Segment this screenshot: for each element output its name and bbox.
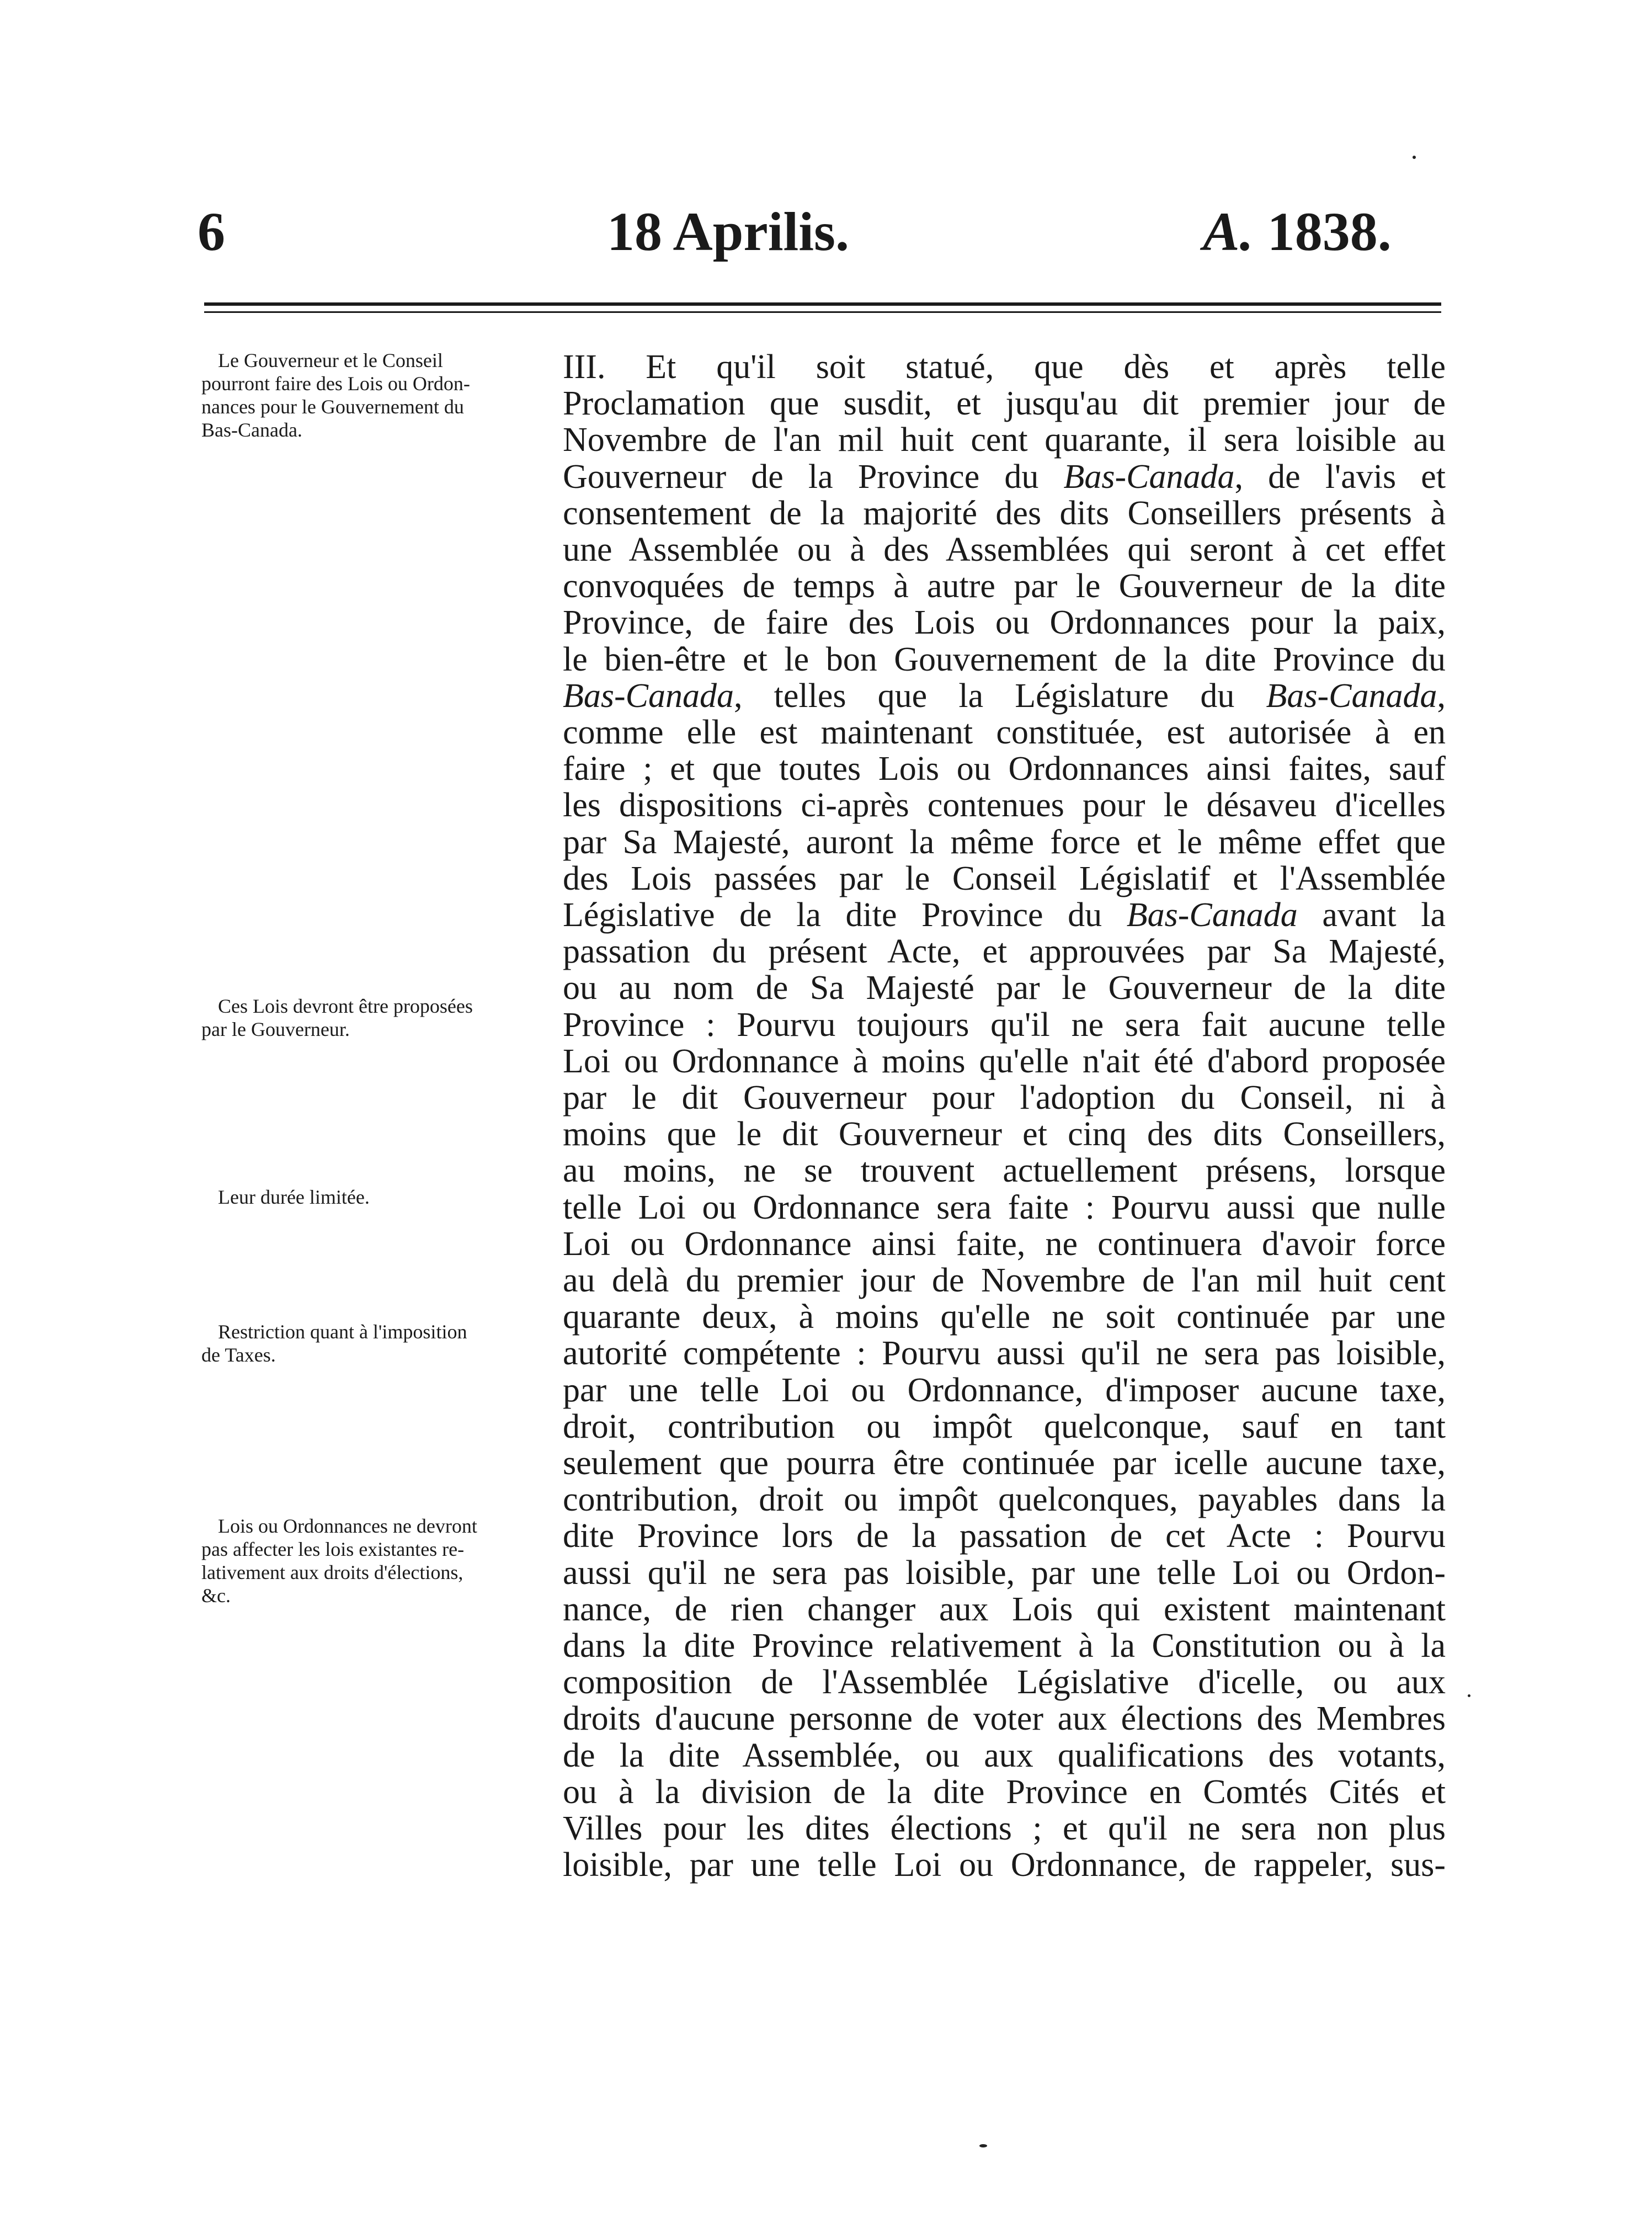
margin-note-line: &c. bbox=[201, 1585, 231, 1607]
body-line: dans la dite Province relativement à la Constitution ou à la bbox=[563, 1627, 1446, 1665]
body-line: Novembre de l'an mil huit cent quarante, il sera loisible au bbox=[563, 421, 1446, 459]
margin-note-duration bbox=[201, 1185, 532, 1209]
body-line: Proclamation que susdit, et jusqu'au dit premier jour de bbox=[563, 385, 1446, 423]
body-line: aussi qu'il ne sera pas loisible, par une telle Loi ou Ordon- bbox=[563, 1554, 1446, 1592]
margin-note-line: Le Gouverneur et le Conseil bbox=[218, 349, 443, 371]
margin-note-line: pourront faire des Lois ou Ordon- bbox=[201, 373, 470, 395]
body-line: droits d'aucune personne de voter aux élections des Membres bbox=[563, 1700, 1446, 1738]
margin-note-line: pas affecter les lois existantes re- bbox=[201, 1538, 465, 1560]
margin-note-governor-council bbox=[201, 349, 532, 442]
body-line: Loi ou Ordonnance à moins qu'elle n'ait été d'abord proposée bbox=[563, 1042, 1446, 1080]
header-rule-thick bbox=[204, 302, 1441, 306]
body-line: comme elle est maintenant constituée, est autorisée à en bbox=[563, 714, 1446, 751]
margin-note-line: nances pour le Gouvernement du bbox=[201, 396, 464, 418]
margin-note-line: Restriction quant à l'imposition bbox=[218, 1321, 467, 1343]
print-speck bbox=[1468, 1694, 1470, 1697]
body-line: dite Province lors de la passation de cet Acte : Pourvu bbox=[563, 1517, 1446, 1555]
page-number: 6 bbox=[198, 201, 225, 262]
body-line: loisible, par une telle Loi ou Ordonnance, de rappeler, sus- bbox=[563, 1846, 1446, 1884]
body-line: ou au nom de Sa Majesté par le Gouverneur de la dite bbox=[563, 969, 1446, 1007]
body-line: droit, contribution ou impôt quelconque, sauf en tant bbox=[563, 1407, 1446, 1445]
body-line: quarante deux, à moins qu'elle ne soit continuée par une bbox=[563, 1298, 1446, 1336]
body-line: au moins, ne se trouvent actuellement présens, lorsque bbox=[563, 1152, 1446, 1190]
running-head-date: 18 Aprilis. bbox=[607, 201, 849, 262]
print-speck bbox=[1413, 156, 1416, 159]
body-line: par le dit Gouverneur pour l'adoption du Conseil, ni à bbox=[563, 1079, 1446, 1116]
body-line: Province, de faire des Lois ou Ordonnances pour la paix, bbox=[563, 604, 1446, 642]
body-line: par Sa Majesté, auront la même force et le même effet que bbox=[563, 823, 1446, 861]
margin-note-line: par le Gouverneur. bbox=[201, 1018, 350, 1040]
body-line: nance, de rien changer aux Lois qui existent maintenant bbox=[563, 1590, 1446, 1628]
body-line: moins que le dit Gouverneur et cinq des dits Conseillers, bbox=[563, 1115, 1446, 1153]
body-line: les dispositions ci-après contenues pour le désaveu d'icelles bbox=[563, 786, 1446, 825]
body-line: Loi ou Ordonnance ainsi faite, ne continuera d'avoir force bbox=[563, 1225, 1446, 1263]
body-line: convoquées de temps à autre par le Gouverneur de la dite bbox=[563, 567, 1446, 605]
print-speck bbox=[979, 2144, 987, 2147]
margin-note-proposed bbox=[201, 995, 532, 1041]
body-line: par une telle Loi ou Ordonnance, d'imposer aucune taxe, bbox=[563, 1371, 1446, 1409]
year-value: 1838. bbox=[1267, 201, 1392, 262]
body-line: autorité compétente : Pourvu aussi qu'il ne sera pas loisible, bbox=[563, 1335, 1446, 1373]
body-line: le bien-être et le bon Gouvernement de la dite Province du bbox=[563, 640, 1446, 678]
body-line: seulement que pourra être continuée par icelle aucune taxe, bbox=[563, 1444, 1446, 1482]
body-line: de la dite Assemblée, ou aux qualifications des votants, bbox=[563, 1736, 1446, 1774]
body-line: Bas-Canada, telles que la Législature du Bas-Canada, bbox=[563, 677, 1446, 715]
body-line: telle Loi ou Ordonnance sera faite : Pourvu aussi que nulle bbox=[563, 1188, 1446, 1226]
running-head-year bbox=[1203, 199, 1392, 265]
body-line: III. Et qu'il soit statué, que dès et après telle bbox=[563, 348, 1446, 386]
header-rule-thin bbox=[204, 311, 1441, 313]
body-line: Gouverneur de la Province du Bas-Canada, de l'avis et bbox=[563, 458, 1446, 496]
body-line: faire ; et que toutes Lois ou Ordonnances ainsi faites, sauf bbox=[563, 750, 1446, 788]
body-line: une Assemblée ou à des Assemblées qui seront à cet effet bbox=[563, 531, 1446, 568]
body-line: Villes pour les dites élections ; et qu'il ne sera non plus bbox=[563, 1810, 1446, 1847]
year-prefix: A. bbox=[1203, 201, 1254, 262]
body-line: contribution, droit ou impôt quelconques, payables dans la bbox=[563, 1481, 1446, 1519]
body-line: au delà du premier jour de Novembre de l'an mil huit cent bbox=[563, 1262, 1446, 1299]
margin-note-line: Leur durée limitée. bbox=[218, 1186, 370, 1208]
margin-note-line: Ces Lois devront être proposées bbox=[218, 995, 473, 1017]
margin-note-line: de Taxes. bbox=[201, 1344, 276, 1366]
body-line: Province : Pourvu toujours qu'il ne sera fait aucune telle bbox=[563, 1006, 1446, 1044]
body-line: passation du présent Acte, et approuvées par Sa Majesté, bbox=[563, 933, 1446, 971]
margin-note-line: Lois ou Ordonnances ne devront bbox=[218, 1515, 477, 1537]
margin-note-line: lativement aux droits d'élections, bbox=[201, 1561, 463, 1583]
body-line: composition de l'Assemblée Législative d'icelle, ou aux bbox=[563, 1663, 1446, 1702]
body-line: des Lois passées par le Conseil Législatif et l'Assemblée bbox=[563, 859, 1446, 897]
margin-note-line: Bas-Canada. bbox=[201, 419, 302, 441]
margin-note-elections bbox=[201, 1514, 532, 1607]
body-line: Législative de la dite Province du Bas-Canada avant la bbox=[563, 896, 1446, 934]
body-line: ou à la division de la dite Province en Comtés Cités et bbox=[563, 1773, 1446, 1811]
body-line: consentement de la majorité des dits Conseillers présents à bbox=[563, 494, 1446, 532]
margin-note-taxes bbox=[201, 1320, 532, 1367]
